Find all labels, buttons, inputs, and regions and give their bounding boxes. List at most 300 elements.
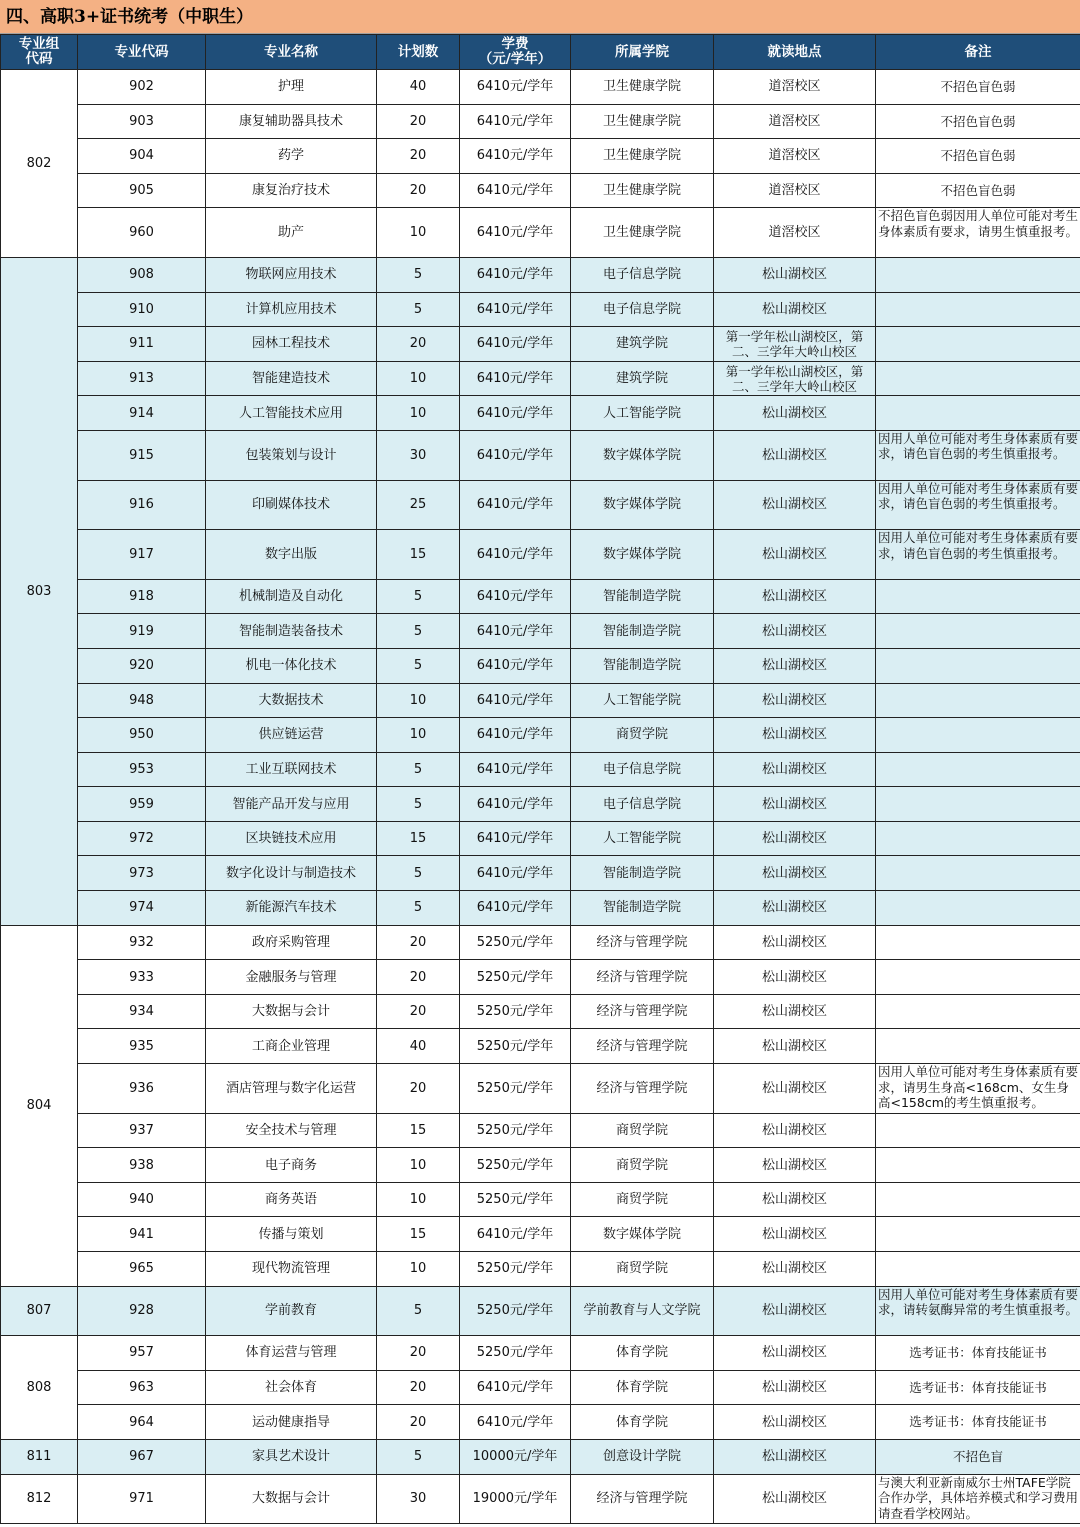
remarks-cell xyxy=(876,1252,1080,1287)
tuition-cell: 6410元/学年 xyxy=(460,856,571,891)
plan-count-cell: 10 xyxy=(377,361,460,396)
major-name-cell: 传播与策划 xyxy=(206,1217,377,1252)
major-name-cell: 工业互联网技术 xyxy=(206,752,377,787)
college-cell: 电子信息学院 xyxy=(571,292,714,327)
tuition-cell: 5250元/学年 xyxy=(460,1113,571,1148)
major-name-cell: 大数据与会计 xyxy=(206,994,377,1029)
campus-cell: 道滘校区 xyxy=(714,104,876,139)
table-row xyxy=(1,1439,1080,1474)
campus-cell: 道滘校区 xyxy=(714,173,876,208)
tuition-cell: 6410元/学年 xyxy=(460,173,571,208)
remarks-cell xyxy=(876,856,1080,891)
plan-count-cell: 15 xyxy=(377,1113,460,1148)
tuition-cell: 5250元/学年 xyxy=(460,1064,571,1114)
major-name-cell: 机电一体化技术 xyxy=(206,648,377,683)
plan-count-cell: 20 xyxy=(377,173,460,208)
major-name-cell: 药学 xyxy=(206,139,377,174)
table-row xyxy=(1,579,1080,614)
plan-count-cell: 5 xyxy=(377,614,460,649)
major-code-cell: 972 xyxy=(78,821,206,856)
remarks-cell xyxy=(876,787,1080,822)
table-row xyxy=(1,787,1080,822)
campus-cell: 松山湖校区 xyxy=(714,292,876,327)
major-code-cell: 917 xyxy=(78,530,206,580)
major-name-cell: 护理 xyxy=(206,70,377,105)
major-code-cell: 950 xyxy=(78,718,206,753)
campus-cell: 松山湖校区 xyxy=(714,787,876,822)
table-row xyxy=(1,173,1080,208)
campus-cell: 松山湖校区 xyxy=(714,856,876,891)
major-name-cell: 智能产品开发与应用 xyxy=(206,787,377,822)
remarks-cell xyxy=(876,683,1080,718)
tuition-cell: 6410元/学年 xyxy=(460,530,571,580)
campus-cell: 松山湖校区 xyxy=(714,396,876,431)
major-code-cell: 965 xyxy=(78,1252,206,1287)
tuition-cell: 6410元/学年 xyxy=(460,752,571,787)
campus-cell: 松山湖校区 xyxy=(714,1405,876,1440)
college-cell: 智能制造学院 xyxy=(571,648,714,683)
campus-cell: 松山湖校区 xyxy=(714,257,876,292)
remarks-cell xyxy=(876,925,1080,960)
table-row xyxy=(1,1217,1080,1252)
table-row xyxy=(1,683,1080,718)
college-cell: 经济与管理学院 xyxy=(571,1064,714,1114)
plan-count-cell: 20 xyxy=(377,1405,460,1440)
group-code-cell: 812 xyxy=(1,1474,78,1524)
plan-count-cell: 20 xyxy=(377,104,460,139)
college-cell: 电子信息学院 xyxy=(571,787,714,822)
major-code-cell: 973 xyxy=(78,856,206,891)
plan-count-cell: 20 xyxy=(377,139,460,174)
major-name-cell: 运动健康指导 xyxy=(206,1405,377,1440)
major-code-cell: 960 xyxy=(78,208,206,258)
remarks-cell xyxy=(876,327,1080,362)
college-cell: 学前教育与人文学院 xyxy=(571,1286,714,1336)
remarks-cell xyxy=(876,718,1080,753)
plan-count-cell: 20 xyxy=(377,1370,460,1405)
table-body xyxy=(1,70,1080,1524)
remarks-cell xyxy=(876,752,1080,787)
major-name-cell: 数字化设计与制造技术 xyxy=(206,856,377,891)
campus-cell: 松山湖校区 xyxy=(714,1474,876,1524)
group-code-cell: 803 xyxy=(1,257,78,925)
college-cell: 数字媒体学院 xyxy=(571,480,714,530)
tuition-cell: 6410元/学年 xyxy=(460,683,571,718)
major-code-cell: 915 xyxy=(78,430,206,480)
major-name-cell: 物联网应用技术 xyxy=(206,257,377,292)
campus-cell: 松山湖校区 xyxy=(714,648,876,683)
major-code-header: 专业代码 xyxy=(78,35,206,70)
campus-header: 就读地点 xyxy=(714,35,876,70)
table-row xyxy=(1,327,1080,362)
campus-cell: 松山湖校区 xyxy=(714,1286,876,1336)
remarks-cell: 选考证书：体育技能证书 xyxy=(876,1336,1080,1371)
tuition-cell: 5250元/学年 xyxy=(460,1336,571,1371)
plan-count-cell: 10 xyxy=(377,683,460,718)
remarks-cell xyxy=(876,579,1080,614)
remarks-cell: 因用人单位可能对考生身体素质有要求，请转氨酶异常的考生慎重报考。 xyxy=(876,1286,1080,1336)
major-code-cell: 941 xyxy=(78,1217,206,1252)
major-name-cell: 数字出版 xyxy=(206,530,377,580)
tuition-cell: 5250元/学年 xyxy=(460,994,571,1029)
remarks-cell xyxy=(876,891,1080,926)
remarks-cell: 与澳大利亚新南威尔士州TAFE学院合作办学，具体培养模式和学习费用请查看学校网站。 xyxy=(876,1474,1080,1524)
plan-count-cell: 5 xyxy=(377,752,460,787)
tuition-cell: 6410元/学年 xyxy=(460,139,571,174)
campus-cell: 松山湖校区 xyxy=(714,960,876,995)
table-row xyxy=(1,891,1080,926)
remarks-cell xyxy=(876,257,1080,292)
major-code-cell: 913 xyxy=(78,361,206,396)
tuition-cell: 6410元/学年 xyxy=(460,891,571,926)
plan-count-cell: 5 xyxy=(377,1439,460,1474)
tuition-cell: 6410元/学年 xyxy=(460,648,571,683)
campus-cell: 松山湖校区 xyxy=(714,614,876,649)
remarks-cell: 不招色盲色弱 xyxy=(876,173,1080,208)
major-name-cell: 商务英语 xyxy=(206,1182,377,1217)
college-cell: 商贸学院 xyxy=(571,1113,714,1148)
campus-cell: 松山湖校区 xyxy=(714,530,876,580)
college-cell: 智能制造学院 xyxy=(571,856,714,891)
plan-count-cell: 5 xyxy=(377,257,460,292)
remarks-cell: 不招色盲色弱 xyxy=(876,104,1080,139)
campus-cell: 松山湖校区 xyxy=(714,1336,876,1371)
college-cell: 经济与管理学院 xyxy=(571,1474,714,1524)
header-row xyxy=(1,35,1080,70)
remarks-cell: 不招色盲色弱 xyxy=(876,139,1080,174)
table-row xyxy=(1,960,1080,995)
major-name-cell: 政府采购管理 xyxy=(206,925,377,960)
tuition-cell: 5250元/学年 xyxy=(460,1252,571,1287)
major-code-cell: 974 xyxy=(78,891,206,926)
major-code-cell: 904 xyxy=(78,139,206,174)
table-row xyxy=(1,396,1080,431)
major-name-cell: 供应链运营 xyxy=(206,718,377,753)
campus-cell: 松山湖校区 xyxy=(714,683,876,718)
college-cell: 经济与管理学院 xyxy=(571,994,714,1029)
table-row xyxy=(1,1474,1080,1524)
campus-cell: 松山湖校区 xyxy=(714,1439,876,1474)
major-code-cell: 905 xyxy=(78,173,206,208)
remarks-cell xyxy=(876,821,1080,856)
major-code-cell: 934 xyxy=(78,994,206,1029)
plan-count-cell: 10 xyxy=(377,1182,460,1217)
major-code-cell: 911 xyxy=(78,327,206,362)
major-name-cell: 学前教育 xyxy=(206,1286,377,1336)
remarks-cell xyxy=(876,648,1080,683)
tuition-cell: 6410元/学年 xyxy=(460,787,571,822)
plan-count-cell: 5 xyxy=(377,292,460,327)
plan-count-cell: 5 xyxy=(377,891,460,926)
remarks-cell xyxy=(876,292,1080,327)
plan-count-cell: 5 xyxy=(377,579,460,614)
table-row xyxy=(1,70,1080,105)
major-code-cell: 967 xyxy=(78,1439,206,1474)
major-code-cell: 963 xyxy=(78,1370,206,1405)
college-cell: 电子信息学院 xyxy=(571,257,714,292)
plan-count-cell: 15 xyxy=(377,530,460,580)
college-cell: 卫生健康学院 xyxy=(571,208,714,258)
tuition-cell: 6410元/学年 xyxy=(460,292,571,327)
plan-count-cell: 20 xyxy=(377,925,460,960)
major-code-cell: 940 xyxy=(78,1182,206,1217)
major-name-cell: 机械制造及自动化 xyxy=(206,579,377,614)
tuition-cell: 6410元/学年 xyxy=(460,718,571,753)
major-name-header: 专业名称 xyxy=(206,35,377,70)
table-row xyxy=(1,856,1080,891)
major-name-cell: 智能建造技术 xyxy=(206,361,377,396)
major-name-cell: 安全技术与管理 xyxy=(206,1113,377,1148)
remarks-cell: 选考证书：体育技能证书 xyxy=(876,1405,1080,1440)
campus-cell: 松山湖校区 xyxy=(714,994,876,1029)
table-row xyxy=(1,430,1080,480)
tuition-cell: 6410元/学年 xyxy=(460,579,571,614)
table-row xyxy=(1,139,1080,174)
tuition-cell: 6410元/学年 xyxy=(460,614,571,649)
plan-count-cell: 40 xyxy=(377,70,460,105)
college-cell: 卫生健康学院 xyxy=(571,139,714,174)
table-row xyxy=(1,257,1080,292)
table-row xyxy=(1,208,1080,258)
major-name-cell: 新能源汽车技术 xyxy=(206,891,377,926)
campus-cell: 道滘校区 xyxy=(714,139,876,174)
major-name-cell: 电子商务 xyxy=(206,1148,377,1183)
major-name-cell: 康复治疗技术 xyxy=(206,173,377,208)
college-cell: 体育学院 xyxy=(571,1405,714,1440)
campus-cell: 松山湖校区 xyxy=(714,925,876,960)
remarks-header: 备注 xyxy=(876,35,1080,70)
tuition-cell: 6410元/学年 xyxy=(460,327,571,362)
tuition-cell: 6410元/学年 xyxy=(460,257,571,292)
remarks-cell xyxy=(876,994,1080,1029)
campus-cell: 松山湖校区 xyxy=(714,480,876,530)
tuition-cell: 6410元/学年 xyxy=(460,1217,571,1252)
major-name-cell: 现代物流管理 xyxy=(206,1252,377,1287)
plan-count-cell: 30 xyxy=(377,1474,460,1524)
campus-cell: 松山湖校区 xyxy=(714,430,876,480)
major-code-cell: 908 xyxy=(78,257,206,292)
major-code-cell: 959 xyxy=(78,787,206,822)
major-name-cell: 大数据与会计 xyxy=(206,1474,377,1524)
tuition-cell: 6410元/学年 xyxy=(460,430,571,480)
plan-count-cell: 25 xyxy=(377,480,460,530)
remarks-cell xyxy=(876,1217,1080,1252)
campus-cell: 第一学年松山湖校区，第二、三学年大岭山校区 xyxy=(714,327,876,362)
remarks-cell: 不招色盲色弱 xyxy=(876,70,1080,105)
campus-cell: 松山湖校区 xyxy=(714,891,876,926)
campus-cell: 松山湖校区 xyxy=(714,821,876,856)
plan-count-cell: 5 xyxy=(377,787,460,822)
college-cell: 商贸学院 xyxy=(571,718,714,753)
campus-cell: 松山湖校区 xyxy=(714,1064,876,1114)
major-code-cell: 935 xyxy=(78,1029,206,1064)
tuition-cell: 10000元/学年 xyxy=(460,1439,571,1474)
campus-cell: 松山湖校区 xyxy=(714,579,876,614)
college-cell: 智能制造学院 xyxy=(571,579,714,614)
college-cell: 智能制造学院 xyxy=(571,891,714,926)
tuition-cell: 5250元/学年 xyxy=(460,1286,571,1336)
group-code-cell: 808 xyxy=(1,1336,78,1440)
tuition-cell: 5250元/学年 xyxy=(460,1182,571,1217)
major-code-cell: 964 xyxy=(78,1405,206,1440)
group-code-cell: 802 xyxy=(1,70,78,258)
campus-cell: 松山湖校区 xyxy=(714,718,876,753)
tuition-header: 学费 （元/学年） xyxy=(460,35,571,70)
remarks-cell xyxy=(876,361,1080,396)
remarks-cell: 不招色盲色弱因用人单位可能对考生身体素质有要求，请男生慎重报考。 xyxy=(876,208,1080,258)
campus-cell: 松山湖校区 xyxy=(714,1217,876,1252)
major-name-cell: 包装策划与设计 xyxy=(206,430,377,480)
tuition-cell: 6410元/学年 xyxy=(460,104,571,139)
major-name-cell: 家具艺术设计 xyxy=(206,1439,377,1474)
major-code-cell: 903 xyxy=(78,104,206,139)
major-name-cell: 金融服务与管理 xyxy=(206,960,377,995)
section-title: 四、高职3+证书统考（中职生） xyxy=(0,0,1080,34)
plan-count-cell: 10 xyxy=(377,1252,460,1287)
campus-cell: 松山湖校区 xyxy=(714,1182,876,1217)
major-name-cell: 印刷媒体技术 xyxy=(206,480,377,530)
tuition-cell: 6410元/学年 xyxy=(460,1405,571,1440)
plan-count-cell: 20 xyxy=(377,1336,460,1371)
plan-count-cell: 5 xyxy=(377,1286,460,1336)
major-code-cell: 918 xyxy=(78,579,206,614)
admission-table xyxy=(0,34,1080,1524)
remarks-cell xyxy=(876,1113,1080,1148)
major-code-cell: 936 xyxy=(78,1064,206,1114)
remarks-cell xyxy=(876,1148,1080,1183)
campus-cell: 松山湖校区 xyxy=(714,1252,876,1287)
group-code-header: 专业组 代码 xyxy=(1,35,78,70)
major-name-cell: 助产 xyxy=(206,208,377,258)
table-row xyxy=(1,1182,1080,1217)
tuition-cell: 5250元/学年 xyxy=(460,960,571,995)
plan-count-cell: 5 xyxy=(377,648,460,683)
table-row xyxy=(1,752,1080,787)
college-cell: 卫生健康学院 xyxy=(571,104,714,139)
table-row xyxy=(1,821,1080,856)
campus-cell: 松山湖校区 xyxy=(714,1113,876,1148)
tuition-cell: 6410元/学年 xyxy=(460,396,571,431)
table-row xyxy=(1,480,1080,530)
table-row xyxy=(1,1405,1080,1440)
campus-cell: 松山湖校区 xyxy=(714,752,876,787)
plan-count-cell: 10 xyxy=(377,208,460,258)
campus-cell: 松山湖校区 xyxy=(714,1370,876,1405)
tuition-cell: 6410元/学年 xyxy=(460,70,571,105)
college-cell: 电子信息学院 xyxy=(571,752,714,787)
major-code-cell: 933 xyxy=(78,960,206,995)
plan-count-cell: 10 xyxy=(377,396,460,431)
group-code-cell: 807 xyxy=(1,1286,78,1336)
college-cell: 商贸学院 xyxy=(571,1182,714,1217)
table-row xyxy=(1,1064,1080,1114)
major-name-cell: 酒店管理与数字化运营 xyxy=(206,1064,377,1114)
college-cell: 商贸学院 xyxy=(571,1252,714,1287)
major-name-cell: 园林工程技术 xyxy=(206,327,377,362)
table-row xyxy=(1,1029,1080,1064)
college-cell: 建筑学院 xyxy=(571,361,714,396)
college-cell: 数字媒体学院 xyxy=(571,430,714,480)
major-code-cell: 910 xyxy=(78,292,206,327)
plan-count-cell: 30 xyxy=(377,430,460,480)
college-cell: 数字媒体学院 xyxy=(571,530,714,580)
plan-count-cell: 40 xyxy=(377,1029,460,1064)
major-code-cell: 953 xyxy=(78,752,206,787)
major-name-cell: 区块链技术应用 xyxy=(206,821,377,856)
campus-cell: 第一学年松山湖校区，第二、三学年大岭山校区 xyxy=(714,361,876,396)
group-code-cell: 804 xyxy=(1,925,78,1286)
major-name-cell: 人工智能技术应用 xyxy=(206,396,377,431)
major-name-cell: 计算机应用技术 xyxy=(206,292,377,327)
major-code-cell: 948 xyxy=(78,683,206,718)
table-row xyxy=(1,1113,1080,1148)
group-code-cell: 811 xyxy=(1,1439,78,1474)
table-row xyxy=(1,1286,1080,1336)
major-name-cell: 康复辅助器具技术 xyxy=(206,104,377,139)
table-row xyxy=(1,361,1080,396)
college-cell: 人工智能学院 xyxy=(571,683,714,718)
tuition-cell: 6410元/学年 xyxy=(460,361,571,396)
tuition-cell: 5250元/学年 xyxy=(460,1029,571,1064)
major-code-cell: 938 xyxy=(78,1148,206,1183)
college-cell: 卫生健康学院 xyxy=(571,173,714,208)
table-row xyxy=(1,1370,1080,1405)
major-code-cell: 937 xyxy=(78,1113,206,1148)
major-code-cell: 957 xyxy=(78,1336,206,1371)
table-row xyxy=(1,614,1080,649)
college-cell: 体育学院 xyxy=(571,1370,714,1405)
major-code-cell: 920 xyxy=(78,648,206,683)
college-cell: 建筑学院 xyxy=(571,327,714,362)
college-cell: 创意设计学院 xyxy=(571,1439,714,1474)
remarks-cell: 因用人单位可能对考生身体素质有要求，请色盲色弱的考生慎重报考。 xyxy=(876,530,1080,580)
table-row xyxy=(1,530,1080,580)
major-code-cell: 928 xyxy=(78,1286,206,1336)
campus-cell: 松山湖校区 xyxy=(714,1029,876,1064)
table-row xyxy=(1,648,1080,683)
table-row xyxy=(1,1252,1080,1287)
college-header: 所属学院 xyxy=(571,35,714,70)
college-cell: 经济与管理学院 xyxy=(571,925,714,960)
college-cell: 经济与管理学院 xyxy=(571,1029,714,1064)
college-cell: 体育学院 xyxy=(571,1336,714,1371)
remarks-cell xyxy=(876,396,1080,431)
tuition-cell: 6410元/学年 xyxy=(460,480,571,530)
tuition-cell: 5250元/学年 xyxy=(460,1148,571,1183)
remarks-cell xyxy=(876,960,1080,995)
plan-count-cell: 20 xyxy=(377,994,460,1029)
table-row xyxy=(1,1148,1080,1183)
college-cell: 人工智能学院 xyxy=(571,821,714,856)
major-name-cell: 体育运营与管理 xyxy=(206,1336,377,1371)
major-code-cell: 902 xyxy=(78,70,206,105)
plan-count-header: 计划数 xyxy=(377,35,460,70)
campus-cell: 松山湖校区 xyxy=(714,1148,876,1183)
tuition-cell: 6410元/学年 xyxy=(460,821,571,856)
table-row xyxy=(1,104,1080,139)
plan-count-cell: 20 xyxy=(377,960,460,995)
plan-count-cell: 20 xyxy=(377,1064,460,1114)
plan-count-cell: 15 xyxy=(377,821,460,856)
remarks-cell xyxy=(876,1182,1080,1217)
tuition-cell: 19000元/学年 xyxy=(460,1474,571,1524)
table-row xyxy=(1,292,1080,327)
major-code-cell: 919 xyxy=(78,614,206,649)
tuition-cell: 6410元/学年 xyxy=(460,208,571,258)
college-cell: 人工智能学院 xyxy=(571,396,714,431)
plan-count-cell: 10 xyxy=(377,1148,460,1183)
college-cell: 商贸学院 xyxy=(571,1148,714,1183)
